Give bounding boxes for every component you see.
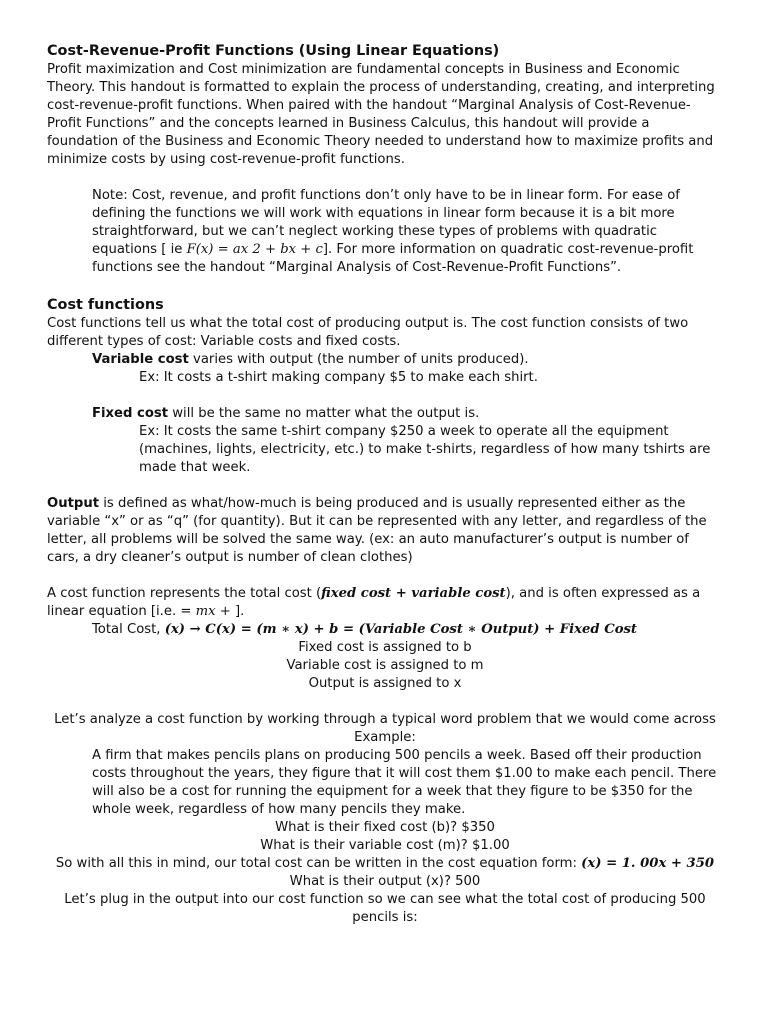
variable-cost-definition	[92, 351, 723, 369]
cost-function-paragraph	[47, 585, 723, 621]
note-paragraph	[92, 187, 723, 277]
analysis-lead: Let’s analyze a cost function by working through a typical word problem that we would come across	[54, 712, 716, 727]
cost-function-text-before: A cost function represents the total cost (	[47, 586, 322, 601]
assign-x: Output is assigned to x	[308, 676, 462, 691]
cost-function-text-middle: ), and is often expressed as a linear equation [i.e. =	[47, 586, 701, 619]
variable-cost-example: Ex: It costs a t-shirt making company $5 to make each shirt.	[139, 370, 538, 385]
note-text-before: Note: Cost, revenue, and profit functions don’t only have to be in linear form. For ease of defining the functions we will work with equations in linear form because it is a bit more straightforward, but we can’t neglect working these types of problems with quadratic equations [ ie	[92, 188, 680, 257]
question-output: What is their output (x)? 500	[289, 874, 481, 889]
question-variable-cost: What is their variable cost (m)? $1.00	[260, 838, 510, 853]
quadratic-formula: F(x) = ax 2 + bx + c	[186, 242, 323, 257]
fixed-cost-example: Ex: It costs the same t-shirt company $250 a week to operate all the equipment (machines, lights, electricity, etc.) to make t-shirts, regardless of how many tshirts are made that week.	[139, 424, 711, 475]
cost-equation-lead: So with all this in mind, our total cost can be written in the cost equation form:	[55, 856, 582, 871]
assign-b: Fixed cost is assigned to b	[298, 640, 472, 655]
variable-cost-term: Variable cost	[92, 352, 189, 367]
total-cost-formula: (x) → C(x) = (m ∗ x) + b = (Variable Cost ∗ Output) + Fixed Cost	[164, 622, 638, 637]
total-cost-equation	[92, 621, 723, 639]
output-text: is defined as what/how-much is being produced and is usually represented either as the variable “x” or as “q” (for quantity). But it can be represented with any letter, and regardless of the letter, all problems will be solved the same way. (ex: an auto manufacturer’s output is number of cars, a dry cleaner’s output is number of clean clothes)	[47, 496, 707, 565]
cost-function-text-after: ].	[235, 604, 245, 619]
variable-cost-text: varies with output (the number of units produced).	[188, 352, 529, 367]
example-label: Example:	[354, 730, 416, 745]
output-definition	[47, 495, 723, 567]
intro-paragraph: Profit maximization and Cost minimization are fundamental concepts in Business and Economic Theory. This handout is formatted to explain the process of understanding, creating, and interpreting cost-revenue-profit functions. When paired with the handout “Marginal Analysis of Cost-Revenue-Profit Functions” and the concepts learned in Business Calculus, this handout will provide a foundation of the Business and Economic Theory needed to understand how to maximize profits and minimize costs by using cost-revenue-profit functions.	[47, 62, 715, 167]
cost-functions-intro: Cost functions tell us what the total cost of producing output is. The cost function consists of two different types of cost: Variable costs and fixed costs.	[47, 316, 689, 349]
document-title: Cost-Revenue-Profit Functions (Using Linear Equations)	[47, 43, 500, 59]
document-page	[47, 41, 723, 927]
plug-in-text: Let’s plug in the output into our cost function so we can see what the total cost of producing 500 pencils is:	[64, 892, 706, 925]
question-fixed-cost: What is their fixed cost (b)? $350	[275, 820, 495, 835]
note-text-after: ]. For more information on quadratic cost-revenue-profit functions see the handout “Marginal Analysis of Cost-Revenue-Profit Functions”.	[92, 242, 694, 275]
cost-components-formula: fixed cost + variable cost	[321, 586, 506, 601]
fixed-cost-text: will be the same no matter what the output is.	[168, 406, 480, 421]
linear-formula: mx +	[195, 604, 236, 619]
cost-equation-formula: (x) = 1. 00x + 350	[581, 856, 715, 871]
example-problem: A firm that makes pencils plans on producing 500 pencils a week. Based off their production costs throughout the years, they figure that it will cost them $1.00 to make each pencil. There will also be a cost for running the equipment for a week that they figure to be $350 for the whole week, regardless of how many pencils they make.	[92, 748, 717, 817]
total-cost-label: Total Cost,	[92, 622, 165, 637]
output-term: Output	[47, 496, 100, 511]
cost-equation-line	[47, 855, 723, 873]
fixed-cost-term: Fixed cost	[92, 406, 169, 421]
fixed-cost-definition	[92, 405, 723, 423]
assign-m: Variable cost is assigned to m	[286, 658, 484, 673]
cost-functions-heading: Cost functions	[47, 297, 164, 313]
